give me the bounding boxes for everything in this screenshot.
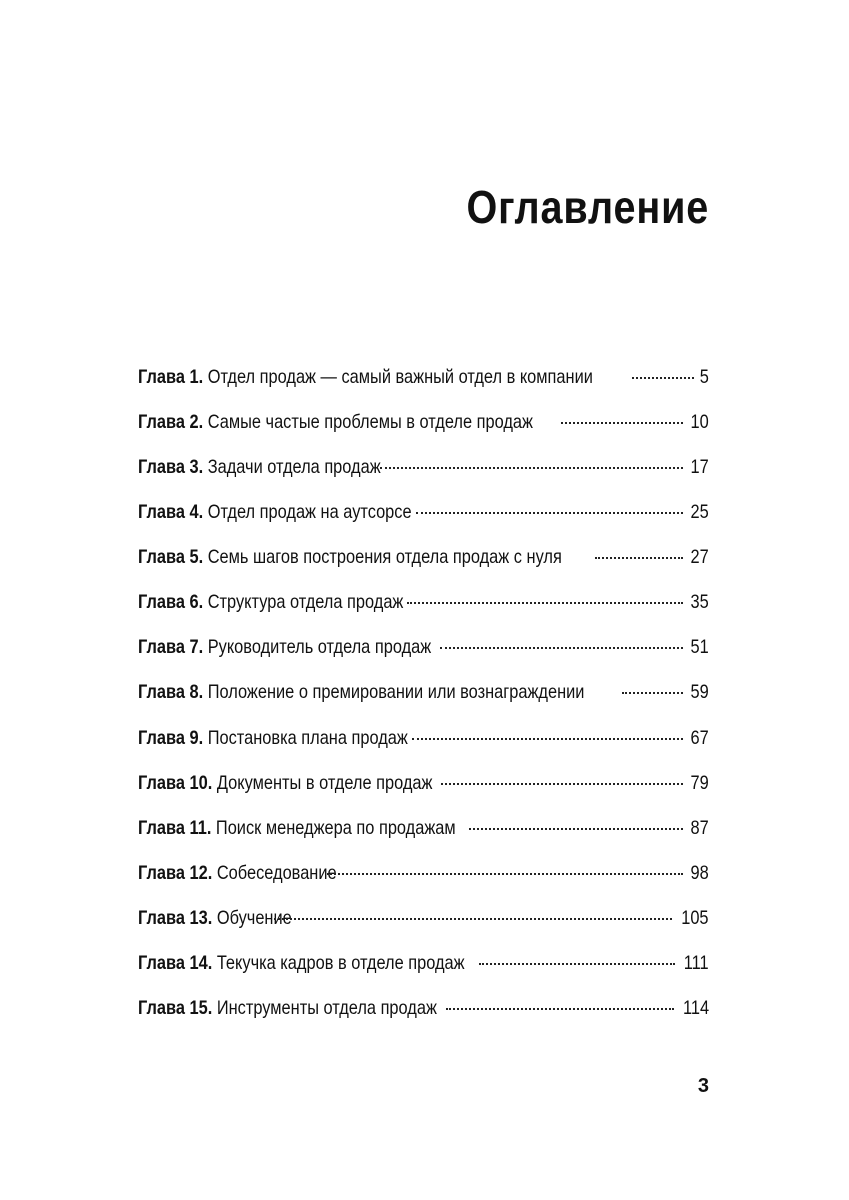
toc-entry-text — [138, 501, 412, 524]
page-number: 3 — [697, 1075, 709, 1097]
toc-entry-text — [138, 817, 456, 840]
toc-entry-text — [138, 636, 431, 659]
toc-dot-leader — [412, 738, 683, 740]
toc-entry — [138, 681, 709, 726]
toc-dot-leader — [446, 1008, 673, 1010]
toc-chapter-title: Обучение — [216, 906, 292, 929]
toc-page-number: 5 — [699, 366, 709, 388]
toc-entry — [138, 411, 709, 456]
toc-dot-leader — [327, 873, 683, 875]
toc-chapter-label: Глава 12. — [138, 861, 213, 884]
toc-entry — [138, 727, 709, 772]
toc-chapter-label: Глава 1. — [138, 366, 204, 388]
toc-entry — [138, 817, 709, 862]
toc-chapter-label: Глава 9. — [138, 726, 204, 749]
toc-chapter-label: Глава 8. — [138, 681, 204, 704]
toc-page-number: 51 — [690, 636, 709, 659]
toc-chapter-title: Инструменты отдела продаж — [216, 996, 437, 1019]
toc-chapter-label: Глава 3. — [138, 456, 204, 479]
toc-chapter-label: Глава 2. — [138, 411, 204, 434]
toc-chapter-label: Глава 4. — [138, 501, 204, 524]
toc-dot-leader — [274, 918, 673, 920]
toc-chapter-title: Руководитель отдела продаж — [207, 636, 432, 659]
toc-chapter-title: Постановка плана продаж — [207, 726, 408, 749]
toc-entry-text — [138, 907, 292, 930]
toc-dot-leader — [416, 512, 683, 514]
toc-dot-leader — [595, 557, 683, 559]
toc-chapter-label: Глава 15. — [138, 996, 213, 1019]
toc-chapter-label: Глава 7. — [138, 636, 204, 659]
table-of-contents — [138, 366, 709, 1042]
toc-dot-leader — [469, 828, 683, 830]
toc-page-number: 111 — [684, 951, 709, 974]
toc-page-number: 87 — [690, 816, 709, 839]
toc-chapter-title: Структура отдела продаж — [207, 591, 404, 614]
toc-entry — [138, 772, 709, 817]
toc-chapter-title: Самые частые проблемы в отделе продаж — [207, 411, 533, 434]
toc-dot-leader — [407, 602, 684, 604]
toc-chapter-label: Глава 14. — [138, 951, 213, 974]
toc-entry — [138, 952, 709, 997]
toc-chapter-title: Собеседование — [216, 861, 337, 884]
toc-page-number: 105 — [681, 906, 709, 929]
toc-chapter-title: Положение о премировании или вознаграждении — [207, 681, 585, 704]
toc-entry — [138, 456, 709, 501]
toc-entry-text — [138, 952, 465, 975]
toc-dot-leader — [440, 647, 684, 649]
toc-entry — [138, 501, 709, 546]
toc-dot-leader — [561, 422, 683, 424]
toc-chapter-label: Глава 10. — [138, 771, 213, 794]
toc-entry-text — [138, 862, 337, 885]
toc-entry-text — [138, 772, 432, 795]
toc-chapter-label: Глава 13. — [138, 906, 213, 929]
toc-entry — [138, 862, 709, 907]
page-title: Оглавление — [466, 181, 709, 233]
toc-chapter-title: Семь шагов построения отдела продаж с нуля — [207, 546, 562, 569]
toc-entry — [138, 591, 709, 636]
toc-chapter-title: Отдел продаж — самый важный отдел в компании — [207, 366, 593, 388]
toc-entry-text — [138, 997, 437, 1020]
toc-page-number: 98 — [690, 861, 709, 884]
toc-entry — [138, 907, 709, 952]
toc-dot-leader — [441, 783, 683, 785]
toc-entry-text — [138, 411, 533, 434]
toc-entry-text — [138, 546, 562, 569]
toc-entry-text — [138, 591, 403, 614]
toc-chapter-title: Текучка кадров в отделе продаж — [216, 951, 465, 974]
toc-dot-leader — [622, 692, 683, 694]
toc-page-number: 35 — [690, 591, 709, 614]
toc-chapter-title: Поиск менеджера по продажам — [215, 816, 456, 839]
toc-entry-text — [138, 456, 381, 479]
toc-dot-leader — [479, 963, 675, 965]
toc-entry-text — [138, 366, 593, 389]
toc-page-number: 10 — [690, 411, 709, 434]
toc-page-number: 25 — [690, 501, 709, 524]
toc-chapter-label: Глава 11. — [138, 816, 212, 839]
toc-entry — [138, 636, 709, 681]
toc-page-number: 114 — [682, 996, 709, 1019]
toc-chapter-label: Глава 6. — [138, 591, 204, 614]
toc-page-number: 17 — [690, 456, 709, 479]
toc-chapter-title: Задачи отдела продаж — [207, 456, 381, 479]
toc-page-number: 59 — [690, 681, 709, 704]
toc-page-number: 79 — [690, 771, 709, 794]
toc-dot-leader — [632, 377, 694, 379]
toc-page-number: 67 — [690, 726, 709, 749]
toc-dot-leader — [380, 467, 684, 469]
toc-entry-text — [138, 681, 584, 704]
toc-page-number: 27 — [690, 546, 709, 569]
toc-chapter-title: Отдел продаж на аутсорсе — [207, 501, 412, 524]
toc-entry — [138, 997, 709, 1042]
toc-entry — [138, 366, 709, 411]
toc-chapter-label: Глава 5. — [138, 546, 204, 569]
toc-chapter-title: Документы в отделе продаж — [216, 771, 433, 794]
toc-entry — [138, 546, 709, 591]
toc-entry-text — [138, 727, 408, 750]
